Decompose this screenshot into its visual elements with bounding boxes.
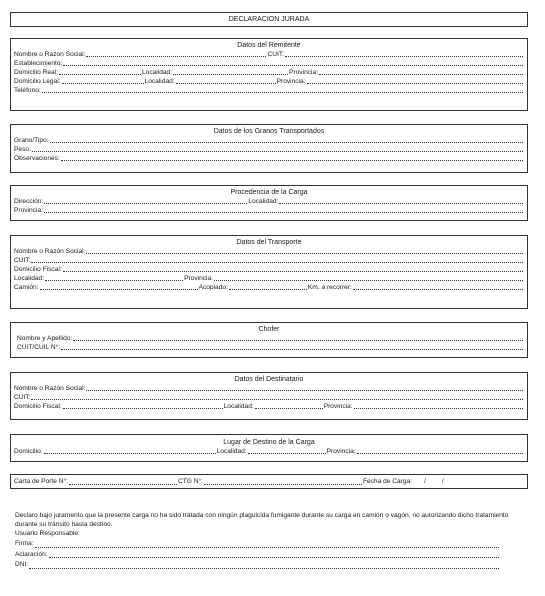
transporte-acoplado-label: Acoplado: xyxy=(198,284,228,291)
header-box xyxy=(10,12,528,27)
destinatario-cuit-label: CUIT: xyxy=(14,394,31,401)
remitente-section xyxy=(10,38,528,111)
carta-porte-section xyxy=(10,474,528,489)
usuario-responsable-label: Usuario Responsable: xyxy=(15,530,80,537)
destino-provincia-field[interactable] xyxy=(357,452,523,454)
fecha-mes-field[interactable] xyxy=(427,485,441,486)
destino-domicilio-label: Domicilio: xyxy=(14,448,43,455)
fecha-anio-field[interactable] xyxy=(445,485,523,486)
destinatario-nombre-label: Nombre o Razón Social: xyxy=(14,385,86,392)
transporte-row-nombre xyxy=(11,247,527,256)
remitente-establecimiento-label: Establecimiento: xyxy=(14,60,63,67)
carta-porte-row xyxy=(11,475,527,488)
remitente-row-telefono xyxy=(11,86,527,95)
destino-provincia-label: Provincia: xyxy=(326,448,356,455)
chofer-cuit-label: CUIT/CUIL N°: xyxy=(17,344,61,351)
granos-peso-field[interactable] xyxy=(32,150,523,152)
form-title: DECLARACION JURADA xyxy=(228,16,310,23)
remitente-telefono-field[interactable] xyxy=(42,91,523,93)
destino-row-domicilio xyxy=(11,447,527,456)
transporte-localidad-field[interactable] xyxy=(45,279,183,281)
declaracion-text: Declaro bajo juramento que la presente carga no ha sido tratada con ningún plaguicida fumigante durante su carga en camión o vagón, no autorizando dicho tratamiento durante su tránsito hasta destino. xyxy=(15,512,509,528)
granos-observaciones-label: Observaciones: xyxy=(14,155,60,162)
remitente-domicilio-legal-field[interactable] xyxy=(62,82,144,84)
transporte-row-cuit xyxy=(11,256,527,265)
destinatario-domicilio-field[interactable] xyxy=(63,407,223,409)
transporte-km-field[interactable] xyxy=(353,288,523,290)
destinatario-section xyxy=(10,372,528,420)
procedencia-direccion-label: Dirección: xyxy=(14,198,44,205)
chofer-cuit-field[interactable] xyxy=(61,348,523,350)
remitente-domicilio-legal-label: Domicilio Legal: xyxy=(14,78,61,85)
firma-row xyxy=(15,539,500,550)
procedencia-localidad-field[interactable] xyxy=(279,202,523,204)
destino-localidad-field[interactable] xyxy=(248,452,326,454)
chofer-section xyxy=(10,322,528,358)
firma-label: Firma: xyxy=(15,540,34,547)
transporte-nombre-label: Nombre o Razón Social: xyxy=(14,248,86,255)
remitente-provincia-field[interactable] xyxy=(319,73,523,75)
transporte-row-localidad xyxy=(11,274,527,283)
chofer-row-cuit xyxy=(11,343,527,352)
destinatario-domicilio-label: Domicilio Fiscal: xyxy=(14,403,62,410)
destinatario-provincia-field[interactable] xyxy=(354,407,523,409)
declaracion-block xyxy=(15,511,525,571)
remitente-row-nombre xyxy=(11,50,527,59)
ctg-label: CTG N°: xyxy=(177,478,203,485)
remitente-telefono-label: Teléfono: xyxy=(14,87,41,94)
remitente-localidad-label: Localidad: xyxy=(141,69,173,76)
remitente-title: Datos del Remitente xyxy=(237,42,301,49)
fecha-separator-2: / xyxy=(441,478,444,485)
transporte-title: Datos del Transporte xyxy=(236,239,302,246)
transporte-domicilio-label: Domicilio Fiscal: xyxy=(14,266,62,273)
remitente-domicilio-real-label: Domicilio Real: xyxy=(14,69,58,76)
aclaracion-field[interactable] xyxy=(49,556,499,558)
destinatario-nombre-field[interactable] xyxy=(86,389,523,391)
procedencia-title: Procedencia de la Carga xyxy=(230,189,308,196)
ctg-field[interactable] xyxy=(204,483,362,485)
granos-observaciones-field[interactable] xyxy=(61,159,523,161)
aclaracion-label: Aclaración: xyxy=(15,550,48,558)
destinatario-provincia-label: Provincia: xyxy=(323,403,353,410)
remitente-nombre-field[interactable] xyxy=(86,55,266,57)
dni-field[interactable] xyxy=(29,567,499,569)
destinatario-localidad-field[interactable] xyxy=(255,407,323,409)
procedencia-row-provincia xyxy=(11,206,527,215)
fecha-dia-field[interactable] xyxy=(413,485,423,486)
destinatario-row-nombre xyxy=(11,384,527,393)
remitente-nombre-label: Nombre o Razon Social: xyxy=(14,51,86,58)
transporte-camion-field[interactable] xyxy=(40,288,198,290)
aclaracion-row xyxy=(15,550,500,561)
granos-grano-label: Grano/Tipo: xyxy=(14,137,49,144)
destino-domicilio-field[interactable] xyxy=(44,452,216,454)
remitente-provincia-label: Provincia: xyxy=(289,69,318,76)
transporte-section xyxy=(10,235,528,309)
remitente-cuit-field[interactable] xyxy=(285,55,523,57)
procedencia-localidad-label: Localidad: xyxy=(248,198,279,205)
transporte-provincia-label: Provincia: xyxy=(184,275,214,282)
granos-row-observaciones xyxy=(11,154,527,163)
dni-label: DNI: xyxy=(15,561,29,568)
remitente-domicilio-real-field[interactable] xyxy=(59,73,141,75)
transporte-domicilio-field[interactable] xyxy=(63,270,523,272)
granos-row-peso xyxy=(11,145,527,154)
remitente-provincia2-field[interactable] xyxy=(307,82,523,84)
destinatario-row-cuit xyxy=(11,393,527,402)
firma-field[interactable] xyxy=(35,546,499,548)
transporte-row-domicilio xyxy=(11,265,527,274)
transporte-km-label: Km. a recorrer: xyxy=(307,284,352,291)
transporte-acoplado-field[interactable] xyxy=(229,288,307,290)
chofer-title: Chofer xyxy=(258,326,280,333)
remitente-localidad2-field[interactable] xyxy=(176,82,276,84)
destino-localidad-label: Localidad: xyxy=(216,448,247,455)
remitente-localidad2-label: Localidad: xyxy=(144,78,175,85)
procedencia-row-direccion xyxy=(11,197,527,206)
remitente-row-establecimiento xyxy=(11,59,527,68)
dni-row xyxy=(15,560,500,571)
procedencia-provincia-label: Provincia: xyxy=(14,207,43,214)
chofer-nombre-label: Nombre y Apellido: xyxy=(17,335,73,342)
destinatario-localidad-label: Localidad: xyxy=(223,403,254,410)
carta-porte-field[interactable] xyxy=(69,483,177,485)
granos-title: Datos de los Granos Transportados xyxy=(213,128,325,135)
destino-title: Lugar de Destino de la Carga xyxy=(223,439,315,446)
destinatario-cuit-field[interactable] xyxy=(31,398,523,400)
remitente-row-domicilio-legal xyxy=(11,77,527,86)
remitente-localidad-field[interactable] xyxy=(173,73,288,75)
granos-section xyxy=(10,124,528,173)
transporte-cuit-field[interactable] xyxy=(31,261,523,263)
granos-row-grano xyxy=(11,136,527,145)
chofer-row-nombre xyxy=(11,334,527,343)
granos-grano-field[interactable] xyxy=(50,141,523,143)
remitente-row-domicilio-real xyxy=(11,68,527,77)
transporte-camion-label: Camión: xyxy=(14,284,39,291)
destino-section xyxy=(10,434,528,462)
fecha-carga-label: Fecha de Carga: xyxy=(362,478,413,485)
transporte-localidad-label: Localidad: xyxy=(14,275,45,282)
transporte-nombre-field[interactable] xyxy=(86,252,523,254)
destinatario-title: Datos del Destinatario xyxy=(234,376,304,383)
procedencia-provincia-field[interactable] xyxy=(44,211,523,213)
chofer-nombre-field[interactable] xyxy=(73,339,523,341)
fecha-separator-1: / xyxy=(424,478,426,485)
carta-porte-label: Carta de Porte N°: xyxy=(14,478,68,485)
procedencia-direccion-field[interactable] xyxy=(44,202,247,204)
procedencia-section xyxy=(10,185,528,221)
remitente-provincia2-label: Provincia: xyxy=(276,78,306,85)
remitente-establecimiento-field[interactable] xyxy=(63,64,523,66)
transporte-cuit-label: CUIT: xyxy=(14,257,31,264)
destinatario-row-domicilio xyxy=(11,402,527,411)
transporte-row-camion xyxy=(11,283,527,292)
transporte-provincia-field[interactable] xyxy=(214,279,523,281)
remitente-cuit-label: CUIT: xyxy=(267,51,284,58)
granos-peso-label: Peso: xyxy=(14,146,31,153)
